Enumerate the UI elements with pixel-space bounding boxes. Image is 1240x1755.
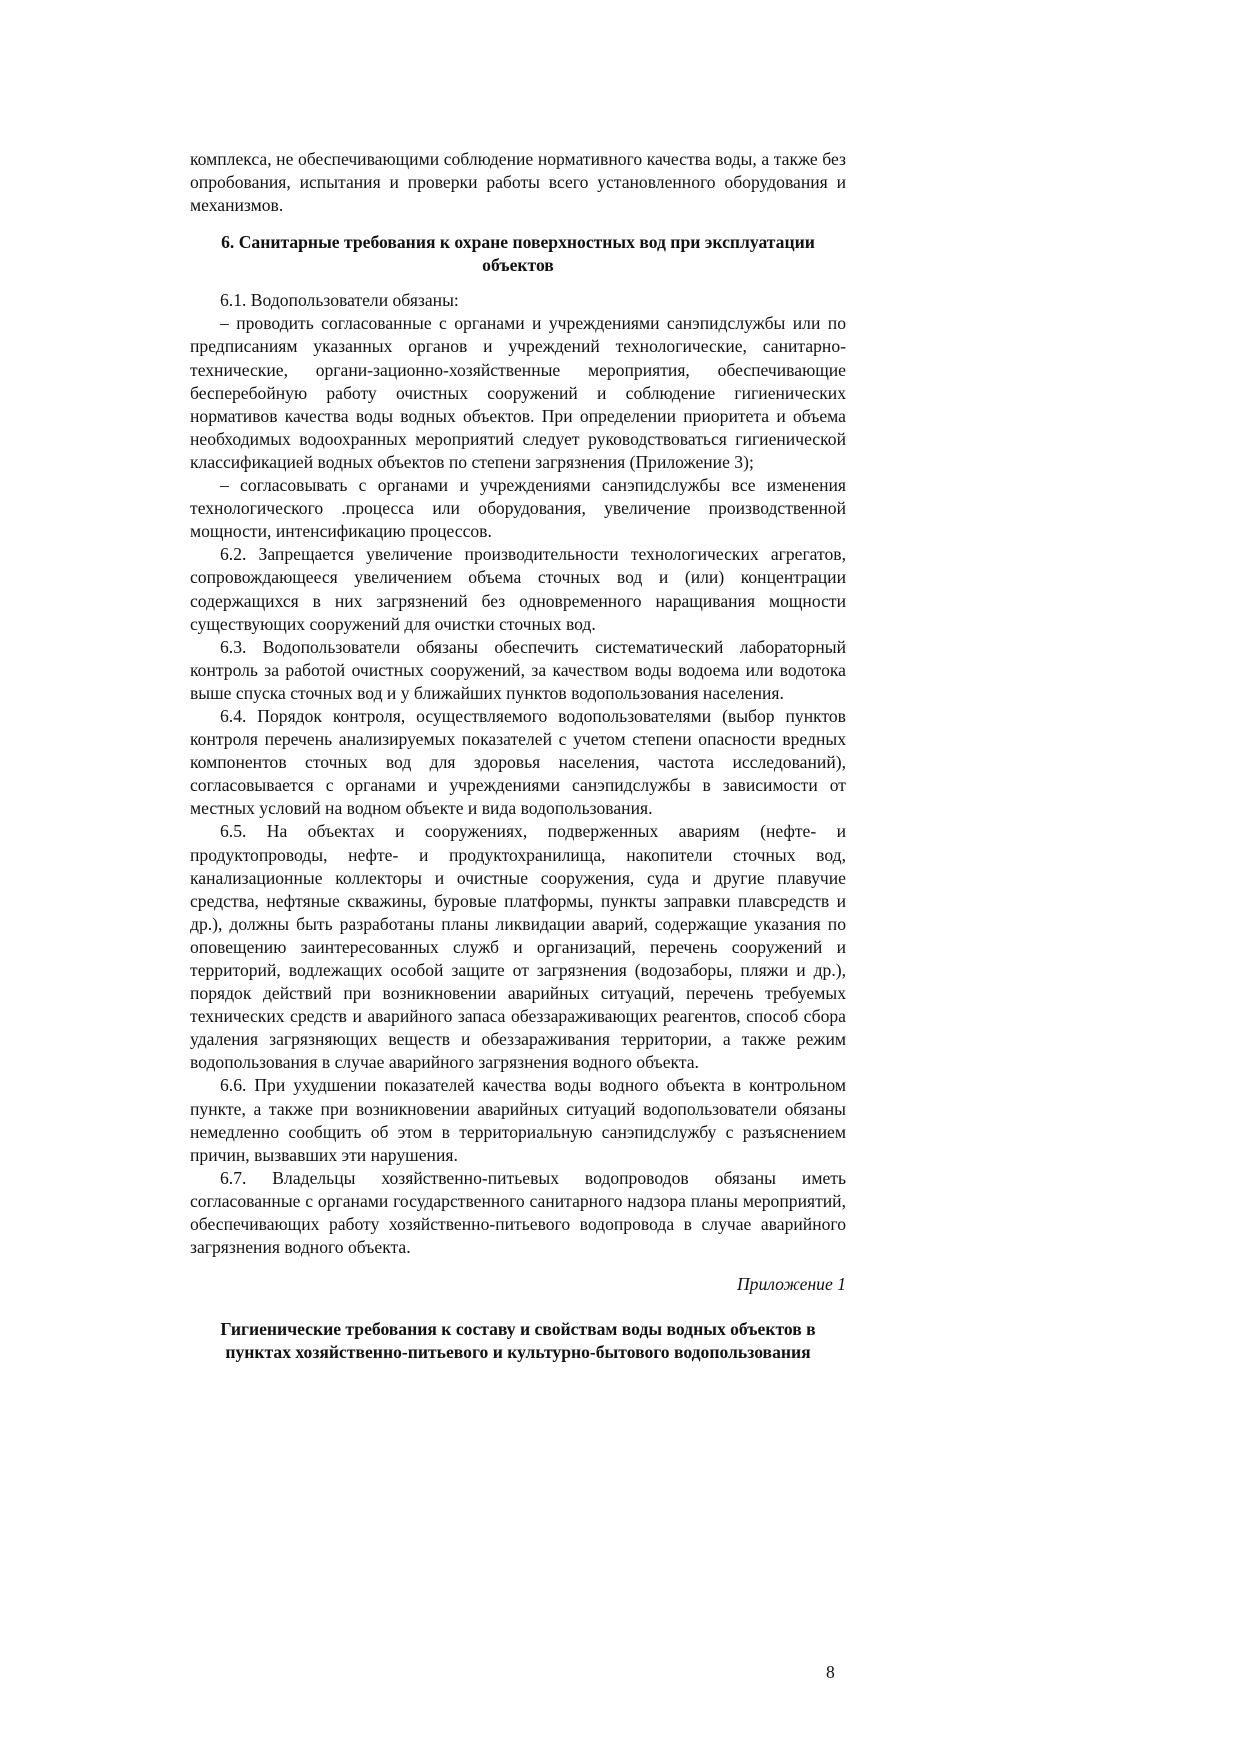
paragraph-6-7: 6.7. Владельцы хозяйственно-питьевых водопроводов обязаны иметь согласованные с органами государственного санитарного надзора планы мероприятий, обеспечивающих работу хозяйственно-питьевого водопровода в случае аварийного загрязнения водного объекта. [190,1167,846,1258]
paragraph-6-1-item-1: – проводить согласованные с органами и учреждениями санэпидслужбы или по предписаниям указанных органов и учреждений технологические, санитарно-технические, органи-зационно-хозяйственные мероприятия, обеспечивающие бесперебойную работу очистных сооружений и соблюдение гигиенических нормативов качества воды водных объектов. При определении приоритета и объема необходимых водоохранных мероприятий следует руководствоваться гигиенической классификацией водных объектов по степени загрязнения (Приложение 3); [190,313,846,472]
paragraph-6-6: 6.6. При ухудшении показателей качества воды водного объекта в контрольном пункте, а также при возникновении аварийных ситуаций водопользователи обязаны немедленно сообщить об этом в территориальную санэпидслужбу с разъяснением причин, вызвавших эти нарушения. [190,1075,846,1165]
section-6-title: 6. Санитарные требования к охране поверхностных вод при эксплуатации объектов [221,232,815,276]
paragraph-6-3: 6.3. Водопользователи обязаны обеспечить систематический лабораторный контроль за работой очистных сооружений, за качеством воды водоема или водотока выше спуска сточных вод и у ближайших пунктов водопользования населения. [190,636,846,703]
paragraph-6-2: 6.2. Запрещается увеличение производительности технологических агрегатов, сопровождающееся увеличением объема сточных вод и (или) концентрации содержащихся в них загрязнений без одновременного наращивания мощности существующих сооружений для очистки сточных вод. [190,544,846,634]
intro-paragraph: комплекса, не обеспечивающими соблюдение нормативного качества воды, а также без опробования, испытания и проверки работы всего установленного оборудования и механизмов. [190,149,846,216]
paragraph-6-5: 6.5. На объектах и сооружениях, подверженных авариям (нефте- и продуктопроводы, нефте- и продуктохранилища, накопители сточных вод, канализационные коллекторы и очистные сооружения, суда и другие плавучие средства, нефтяные скважины, буровые платформы, пункты заправки плавсредств и др.), должны быть разработаны планы ликвидации аварий, содержащие указания по оповещению заинтересованных служб и организаций, перечень сооружений и территорий, водлежащих особой защите от загрязнения (водозаборы, пляжи и др.), порядок действий при возникновении аварийных ситуаций, перечень требуемых технических средств и аварийного запаса обеззараживающих реагентов, способ сбора удаления загрязняющих веществ и обеззараживания территории, а также режим водопользования в случае аварийного загрязнения водного объекта. [190,821,846,1073]
document-page [190,148,846,1364]
page-number: 8 [826,1662,835,1682]
appendix-label: Приложение 1 [736,1274,846,1295]
paragraph-6-1-item-2: – согласовывать с органами и учреждениями санэпидслужбы все изменения технологического .процесса или оборудования, увеличение производственной мощности, интенсификацию процессов. [190,475,846,542]
paragraph-6-1: 6.1. Водопользователи обязаны: [220,290,459,311]
paragraph-6-4: 6.4. Порядок контроля, осуществляемого водопользователями (выбор пунктов контроля перечень анализируемых показателей с учетом степени опасности вредных компонентов сточных вод для здоровья населения, частота исследований), согласовывается с органами и учреждениями санэпидслужбы в зависимости от местных условий на водном объекте и вида водопользования. [190,705,846,819]
appendix-title: Гигиенические требования к составу и свойствам воды водных объектов в пунктах хозяйственно-питьевого и культурно-бытового водопользования [220,1319,816,1363]
